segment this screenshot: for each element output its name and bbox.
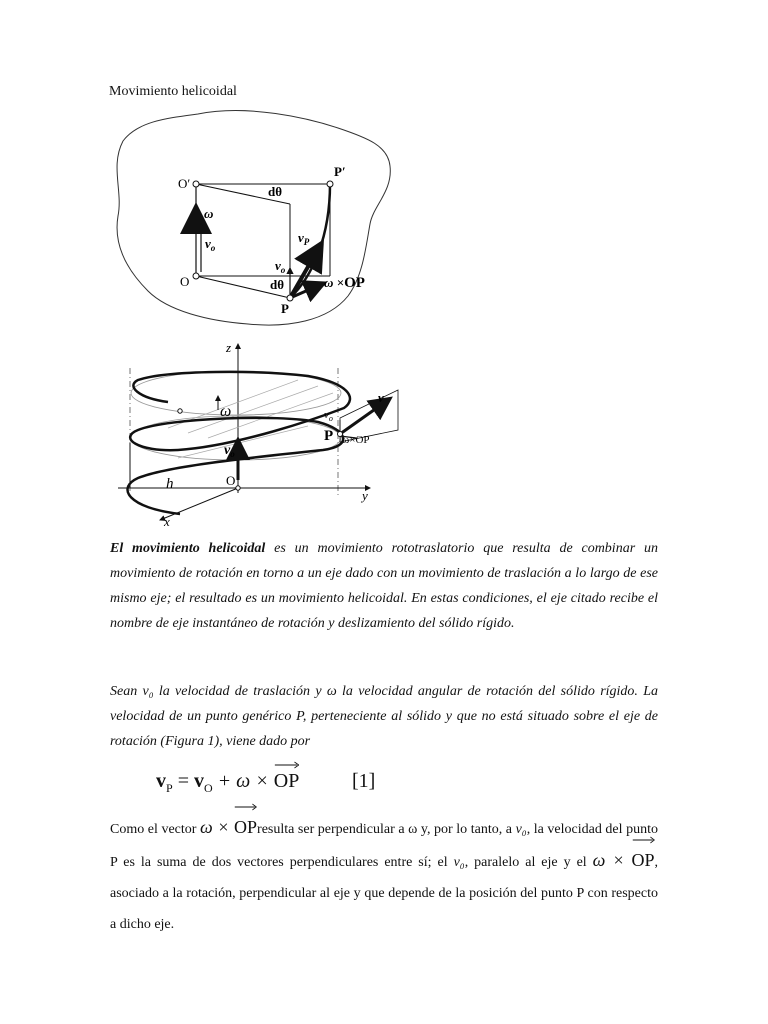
p3-part4: , paralelo al eje y el (464, 855, 593, 870)
figure-1-rotation-diagram (108, 106, 408, 336)
label-p-prime: P′ (334, 164, 346, 179)
p3-part1: Como el vector (110, 822, 201, 837)
paragraph-velocity: Sean v₀ la velocidad de traslación y ω la velocidad angular de rotación del sólido rígido. La velocidad de un punto genérico P, perteneciente al sólido y que no está situado sobre el eje de rotación (Figura 1), viene dado por (110, 684, 658, 749)
formula-op: OP (273, 770, 300, 792)
formula-vo: v (193, 770, 204, 792)
label-z: z (226, 340, 232, 355)
point-o-prime (193, 181, 199, 187)
svg-text:vo (224, 443, 235, 459)
label-o-prime: O′ (178, 176, 191, 191)
label-v-o-sub: o (210, 243, 216, 253)
label-y: y (362, 488, 368, 503)
p3-op1: OP (234, 817, 258, 837)
label-v-o: v (224, 443, 231, 458)
paragraph-definition (110, 536, 658, 636)
label-p: P (324, 428, 334, 444)
label-v-p-sub: P (303, 237, 310, 247)
p3-part2: resulta ser perpendicular a ω y, por lo tanto, a (257, 822, 516, 837)
svg-text:vo (205, 236, 216, 253)
label-omega: ω (220, 403, 232, 420)
formula-equals: = (172, 770, 194, 792)
label-x: x (164, 514, 170, 529)
label-v: v (378, 390, 384, 405)
bold-lead: El movimiento helicoidal (110, 541, 266, 556)
label-v-o-small-sub: o (328, 414, 333, 423)
label-v-o-small: v (324, 409, 329, 421)
label-dtheta-bottom: dθ (270, 277, 285, 292)
label-o: O (180, 274, 190, 289)
svg-text:ω ×OP (324, 275, 365, 291)
p3-math2: ω × (592, 850, 632, 870)
label-omega-cross: ω × (324, 275, 345, 290)
svg-text:vP (298, 230, 310, 247)
label-omega: ω (204, 206, 214, 221)
label-omega-op: ω×OP (342, 434, 370, 446)
figure-2-helix-diagram (108, 338, 438, 530)
formula-vp: v (156, 770, 166, 792)
label-v-p: v (298, 230, 304, 245)
point-p-prime (327, 181, 333, 187)
label-v-o-at-p-sub: o (280, 265, 286, 275)
formula-number: [1] (352, 770, 376, 792)
paragraph-explanation (110, 812, 658, 940)
svg-text:vo (275, 258, 286, 275)
label-dtheta-top: dθ (268, 184, 283, 199)
p3-op2: OP (631, 850, 655, 870)
label-v-o-at-p: v (275, 258, 281, 273)
p3-v0a: v₀ (515, 822, 527, 837)
p3-part5: , asociado a la rotación, perpendicular al eje y que depende de la posición del punto P con respecto a dicho eje. (110, 855, 659, 932)
label-op: OP (344, 275, 365, 291)
label-p: P (281, 301, 289, 316)
label-h: h (166, 476, 174, 492)
p3-part3: , la velocidad del punto P es la suma de dos vectores perpendiculares entre sí; el (110, 822, 658, 870)
paragraph-1-text: es un movimiento rototraslatorio que resulta de combinar un movimiento de rotación en torno a un eje dado con un movimiento de traslación a lo largo de ese mismo eje; el resultado es un movimiento helicoidal. En estas condiciones, el eje citado recibe el nombre de eje instantáneo de rotación y deslizamiento del sólido rígido. (110, 541, 658, 631)
page-title: Movimiento helicoidal (109, 84, 237, 99)
formula-vo-sub: O (203, 781, 213, 795)
velocity-formula (156, 770, 376, 796)
p3-math1: ω × (200, 817, 235, 837)
svg-text:vo (324, 409, 333, 423)
formula-plus: + ω × (212, 770, 274, 792)
solid-body-outline (117, 111, 390, 325)
formula-vp-sub: P (166, 781, 173, 795)
label-o: O (226, 473, 236, 488)
p3-v0b: v₀ (453, 855, 465, 870)
label-v-o: v (205, 236, 211, 251)
label-v-o-sub: o (230, 449, 235, 459)
point-o (193, 273, 199, 279)
